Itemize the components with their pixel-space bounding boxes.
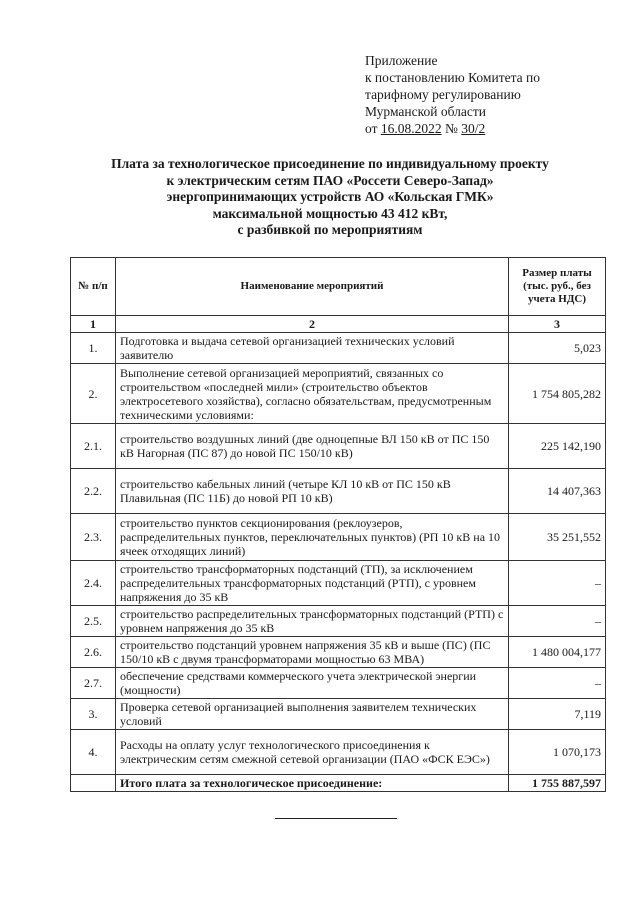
row-name: обеспечение средствами коммерческого учета электрической энергии (мощности) [116,668,509,699]
appendix-line: тарифному регулированию [365,87,521,102]
table-row [71,514,606,561]
row-num: 2.3. [71,514,116,561]
row-value: – [509,606,606,637]
table-total-row [71,775,606,792]
table-index-row [71,316,606,333]
appendix-prefix: от [365,121,381,136]
row-name: строительство кабельных линий (четыре КЛ 10 кВ от ПС 150 кВ Плавильная (ПС 11Б) до новой РП 10 кВ) [116,469,509,514]
fee-table [70,257,606,792]
title-line: максимальной мощностью 43 412 кВт, [212,205,448,221]
table-row [71,469,606,514]
table-row [71,637,606,668]
table-row [71,699,606,730]
appendix-date: 16.08.2022 [380,121,442,136]
row-num: 2.2. [71,469,116,514]
table-row [71,364,606,424]
appendix-number-sign: № [441,121,462,136]
total-value: 1 755 887,597 [509,775,606,792]
appendix-block [365,52,540,137]
table-header-row [71,258,606,316]
document-title [60,156,600,239]
row-value: 35 251,552 [509,514,606,561]
row-num: 2.6. [71,637,116,668]
table-row [71,561,606,606]
title-line: Плата за технологическое присоединение по индивидуальному проекту [111,156,549,171]
row-name: строительство трансформаторных подстанций (ТП), за исключением распределительных трансформаторных подстанций (РТП), с уровнем напряжения до 35 кВ [116,561,509,606]
total-label: Итого плата за технологическое присоединение: [116,775,509,792]
appendix-number: 30/2 [461,121,486,136]
appendix-line: к постановлению Комитета по [365,70,540,85]
row-value: – [509,561,606,606]
row-num: 2. [71,364,116,424]
header-num: № п/п [71,258,116,316]
index-cell: 3 [509,316,606,333]
row-value: 7,119 [509,699,606,730]
total-num-cell [71,775,116,792]
row-value: 1 754 805,282 [509,364,606,424]
row-value: 1 070,173 [509,730,606,775]
title-line: энергопринимающих устройств АО «Кольская ГМК» [166,189,494,204]
row-value: 225 142,190 [509,424,606,469]
row-value: 5,023 [509,333,606,364]
index-cell: 1 [71,316,116,333]
table-row [71,424,606,469]
row-num: 2.7. [71,668,116,699]
row-num: 2.4. [71,561,116,606]
row-num: 2.1. [71,424,116,469]
row-num: 1. [71,333,116,364]
row-name: Проверка сетевой организацией выполнения заявителем технических условий [116,699,509,730]
header-value: Размер платы (тыс. руб., без учета НДС) [509,258,606,316]
index-cell: 2 [116,316,509,333]
header-name: Наименование мероприятий [116,258,509,316]
row-name: строительство подстанций уровнем напряжения 35 кВ и выше (ПС) (ПС 150/10 кВ с двумя трансформаторами мощностью 63 МВА) [116,637,509,668]
row-num: 4. [71,730,116,775]
row-name: строительство воздушных линий (две одноцепные ВЛ 150 кВ от ПС 150 кВ Нагорная (ПС 87) до новой ПС 150/10 кВ) [116,424,509,469]
table-row [71,668,606,699]
row-num: 3. [71,699,116,730]
appendix-date-line [365,120,540,137]
row-name: Расходы на оплату услуг технологического присоединения к электрическим сетям смежной сетевой организации (ПАО «ФСК ЕЭС») [116,730,509,775]
row-num: 2.5. [71,606,116,637]
title-line: к электрическим сетям ПАО «Россети Северо-Запад» [166,172,494,188]
signature-line [275,818,397,819]
row-value: 14 407,363 [509,469,606,514]
row-value: – [509,668,606,699]
title-line: с разбивкой по мероприятиям [237,222,423,237]
appendix-line: Мурманской области [365,104,486,119]
row-name: строительство распределительных трансформаторных подстанций (РТП) с уровнем напряжения до 35 кВ [116,606,509,637]
row-name: Выполнение сетевой организацией мероприятий, связанных со строительством «последней мили» (строительство объектов электросетевого хозяйства), согласно обязательствам, предусмотренным техническими условиями: [116,364,509,424]
row-name: Подготовка и выдача сетевой организацией технических условий заявителю [116,333,509,364]
table-row [71,606,606,637]
table-row [71,730,606,775]
appendix-line: Приложение [365,53,438,68]
row-value: 1 480 004,177 [509,637,606,668]
table-row [71,333,606,364]
row-name: строительство пунктов секционирования (реклоузеров, распределительных пунктов, переключательных пунктов) (РП 10 кВ на 10 ячеек отходящих линий) [116,514,509,561]
